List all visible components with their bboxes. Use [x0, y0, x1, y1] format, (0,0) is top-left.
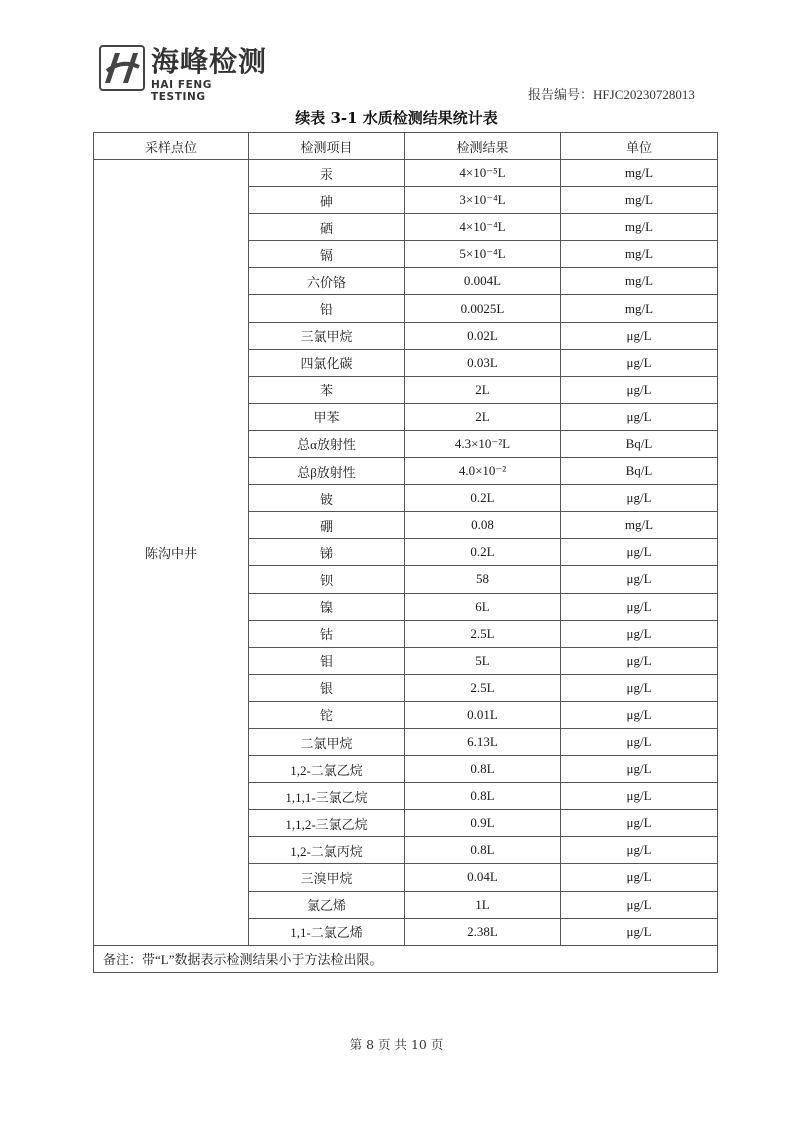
company-logo: [99, 45, 269, 103]
test-result-cell: 58: [405, 566, 561, 593]
test-result-cell: 6.13L: [405, 728, 561, 755]
unit-cell: mg/L: [561, 241, 718, 268]
unit-cell: μg/L: [561, 756, 718, 783]
unit-cell: μg/L: [561, 918, 718, 945]
unit-cell: mg/L: [561, 512, 718, 539]
test-result-cell: 1L: [405, 891, 561, 918]
table-caption: 续表 3-1 水质检测结果统计表: [295, 109, 498, 127]
test-item-cell: 1,2-二氯丙烷: [249, 837, 405, 864]
test-item-cell: 四氯化碳: [249, 349, 405, 376]
unit-cell: μg/L: [561, 674, 718, 701]
test-result-cell: 0.8L: [405, 837, 561, 864]
test-result-cell: 2L: [405, 403, 561, 430]
unit-cell: μg/L: [561, 837, 718, 864]
test-result-cell: 4×10⁻⁵L: [405, 160, 561, 187]
report-number: [528, 84, 695, 103]
column-header-item: 检测项目: [249, 133, 405, 160]
test-item-cell: 三溴甲烷: [249, 864, 405, 891]
unit-cell: μg/L: [561, 864, 718, 891]
logo-english-name: HAI FENG TESTING: [151, 79, 213, 103]
test-item-cell: 锑: [249, 539, 405, 566]
test-result-cell: 0.04L: [405, 864, 561, 891]
unit-cell: μg/L: [561, 891, 718, 918]
test-result-cell: 0.8L: [405, 756, 561, 783]
test-item-cell: 铊: [249, 701, 405, 728]
unit-cell: μg/L: [561, 783, 718, 810]
unit-cell: μg/L: [561, 647, 718, 674]
table-note-row: [94, 945, 718, 972]
test-result-cell: 0.2L: [405, 485, 561, 512]
report-number-label: 报告编号：: [528, 87, 594, 102]
unit-cell: μg/L: [561, 701, 718, 728]
test-item-cell: 1,1,1-三氯乙烷: [249, 783, 405, 810]
unit-cell: μg/L: [561, 349, 718, 376]
report-number-value: HFJC20230728013: [593, 87, 695, 102]
unit-cell: mg/L: [561, 214, 718, 241]
column-header-site: 采样点位: [94, 133, 249, 160]
test-item-cell: 汞: [249, 160, 405, 187]
test-result-cell: 2.5L: [405, 674, 561, 701]
column-header-unit: 单位: [561, 133, 718, 160]
test-item-cell: 三氯甲烷: [249, 322, 405, 349]
test-result-cell: 5×10⁻⁴L: [405, 241, 561, 268]
unit-cell: μg/L: [561, 322, 718, 349]
test-item-cell: 甲苯: [249, 403, 405, 430]
unit-cell: mg/L: [561, 187, 718, 214]
unit-cell: μg/L: [561, 593, 718, 620]
unit-cell: μg/L: [561, 566, 718, 593]
test-item-cell: 苯: [249, 376, 405, 403]
test-result-cell: 0.02L: [405, 322, 561, 349]
unit-cell: μg/L: [561, 620, 718, 647]
table-row: [94, 160, 718, 187]
test-item-cell: 砷: [249, 187, 405, 214]
test-result-cell: 0.2L: [405, 539, 561, 566]
test-item-cell: 钴: [249, 620, 405, 647]
test-item-cell: 硼: [249, 512, 405, 539]
test-item-cell: 铍: [249, 485, 405, 512]
unit-cell: Bq/L: [561, 430, 718, 457]
test-item-cell: 硒: [249, 214, 405, 241]
test-item-cell: 钡: [249, 566, 405, 593]
column-header-result: 检测结果: [405, 133, 561, 160]
unit-cell: μg/L: [561, 403, 718, 430]
test-result-cell: 3×10⁻⁴L: [405, 187, 561, 214]
test-item-cell: 钼: [249, 647, 405, 674]
test-result-cell: 0.8L: [405, 783, 561, 810]
sampling-site-cell: 陈沟中井: [94, 160, 249, 946]
test-item-cell: 镉: [249, 241, 405, 268]
table-body: [94, 160, 718, 946]
test-item-cell: 1,1-二氯乙烯: [249, 918, 405, 945]
test-result-cell: 2.5L: [405, 620, 561, 647]
test-result-cell: 0.9L: [405, 810, 561, 837]
table-header-row: [94, 133, 718, 160]
test-item-cell: 二氯甲烷: [249, 728, 405, 755]
test-item-cell: 氯乙烯: [249, 891, 405, 918]
unit-cell: mg/L: [561, 160, 718, 187]
unit-cell: μg/L: [561, 539, 718, 566]
table-note: 备注：带“L”数据表示检测结果小于方法检出限。: [94, 945, 718, 972]
test-result-cell: 4.3×10⁻²L: [405, 430, 561, 457]
test-item-cell: 铅: [249, 295, 405, 322]
test-item-cell: 银: [249, 674, 405, 701]
test-item-cell: 1,1,2-三氯乙烷: [249, 810, 405, 837]
test-result-cell: 0.004L: [405, 268, 561, 295]
test-result-cell: 4×10⁻⁴L: [405, 214, 561, 241]
unit-cell: mg/L: [561, 295, 718, 322]
test-item-cell: 六价铬: [249, 268, 405, 295]
unit-cell: μg/L: [561, 485, 718, 512]
test-result-cell: 0.03L: [405, 349, 561, 376]
test-item-cell: 镍: [249, 593, 405, 620]
water-quality-results-table: [93, 132, 718, 973]
test-result-cell: 0.01L: [405, 701, 561, 728]
logo-chinese-name: 海峰检测: [151, 45, 268, 78]
test-item-cell: 总α放射性: [249, 430, 405, 457]
unit-cell: μg/L: [561, 810, 718, 837]
unit-cell: Bq/L: [561, 458, 718, 485]
unit-cell: μg/L: [561, 376, 718, 403]
test-result-cell: 2L: [405, 376, 561, 403]
test-result-cell: 4.0×10⁻²: [405, 458, 561, 485]
unit-cell: mg/L: [561, 268, 718, 295]
test-item-cell: 总β放射性: [249, 458, 405, 485]
test-result-cell: 5L: [405, 647, 561, 674]
page-number: 第 8 页 共 10 页: [349, 1037, 444, 1052]
test-result-cell: 0.08: [405, 512, 561, 539]
test-result-cell: 0.0025L: [405, 295, 561, 322]
test-result-cell: 2.38L: [405, 918, 561, 945]
test-item-cell: 1,2-二氯乙烷: [249, 756, 405, 783]
test-result-cell: 6L: [405, 593, 561, 620]
haifeng-logo-icon: [99, 45, 145, 91]
unit-cell: μg/L: [561, 728, 718, 755]
